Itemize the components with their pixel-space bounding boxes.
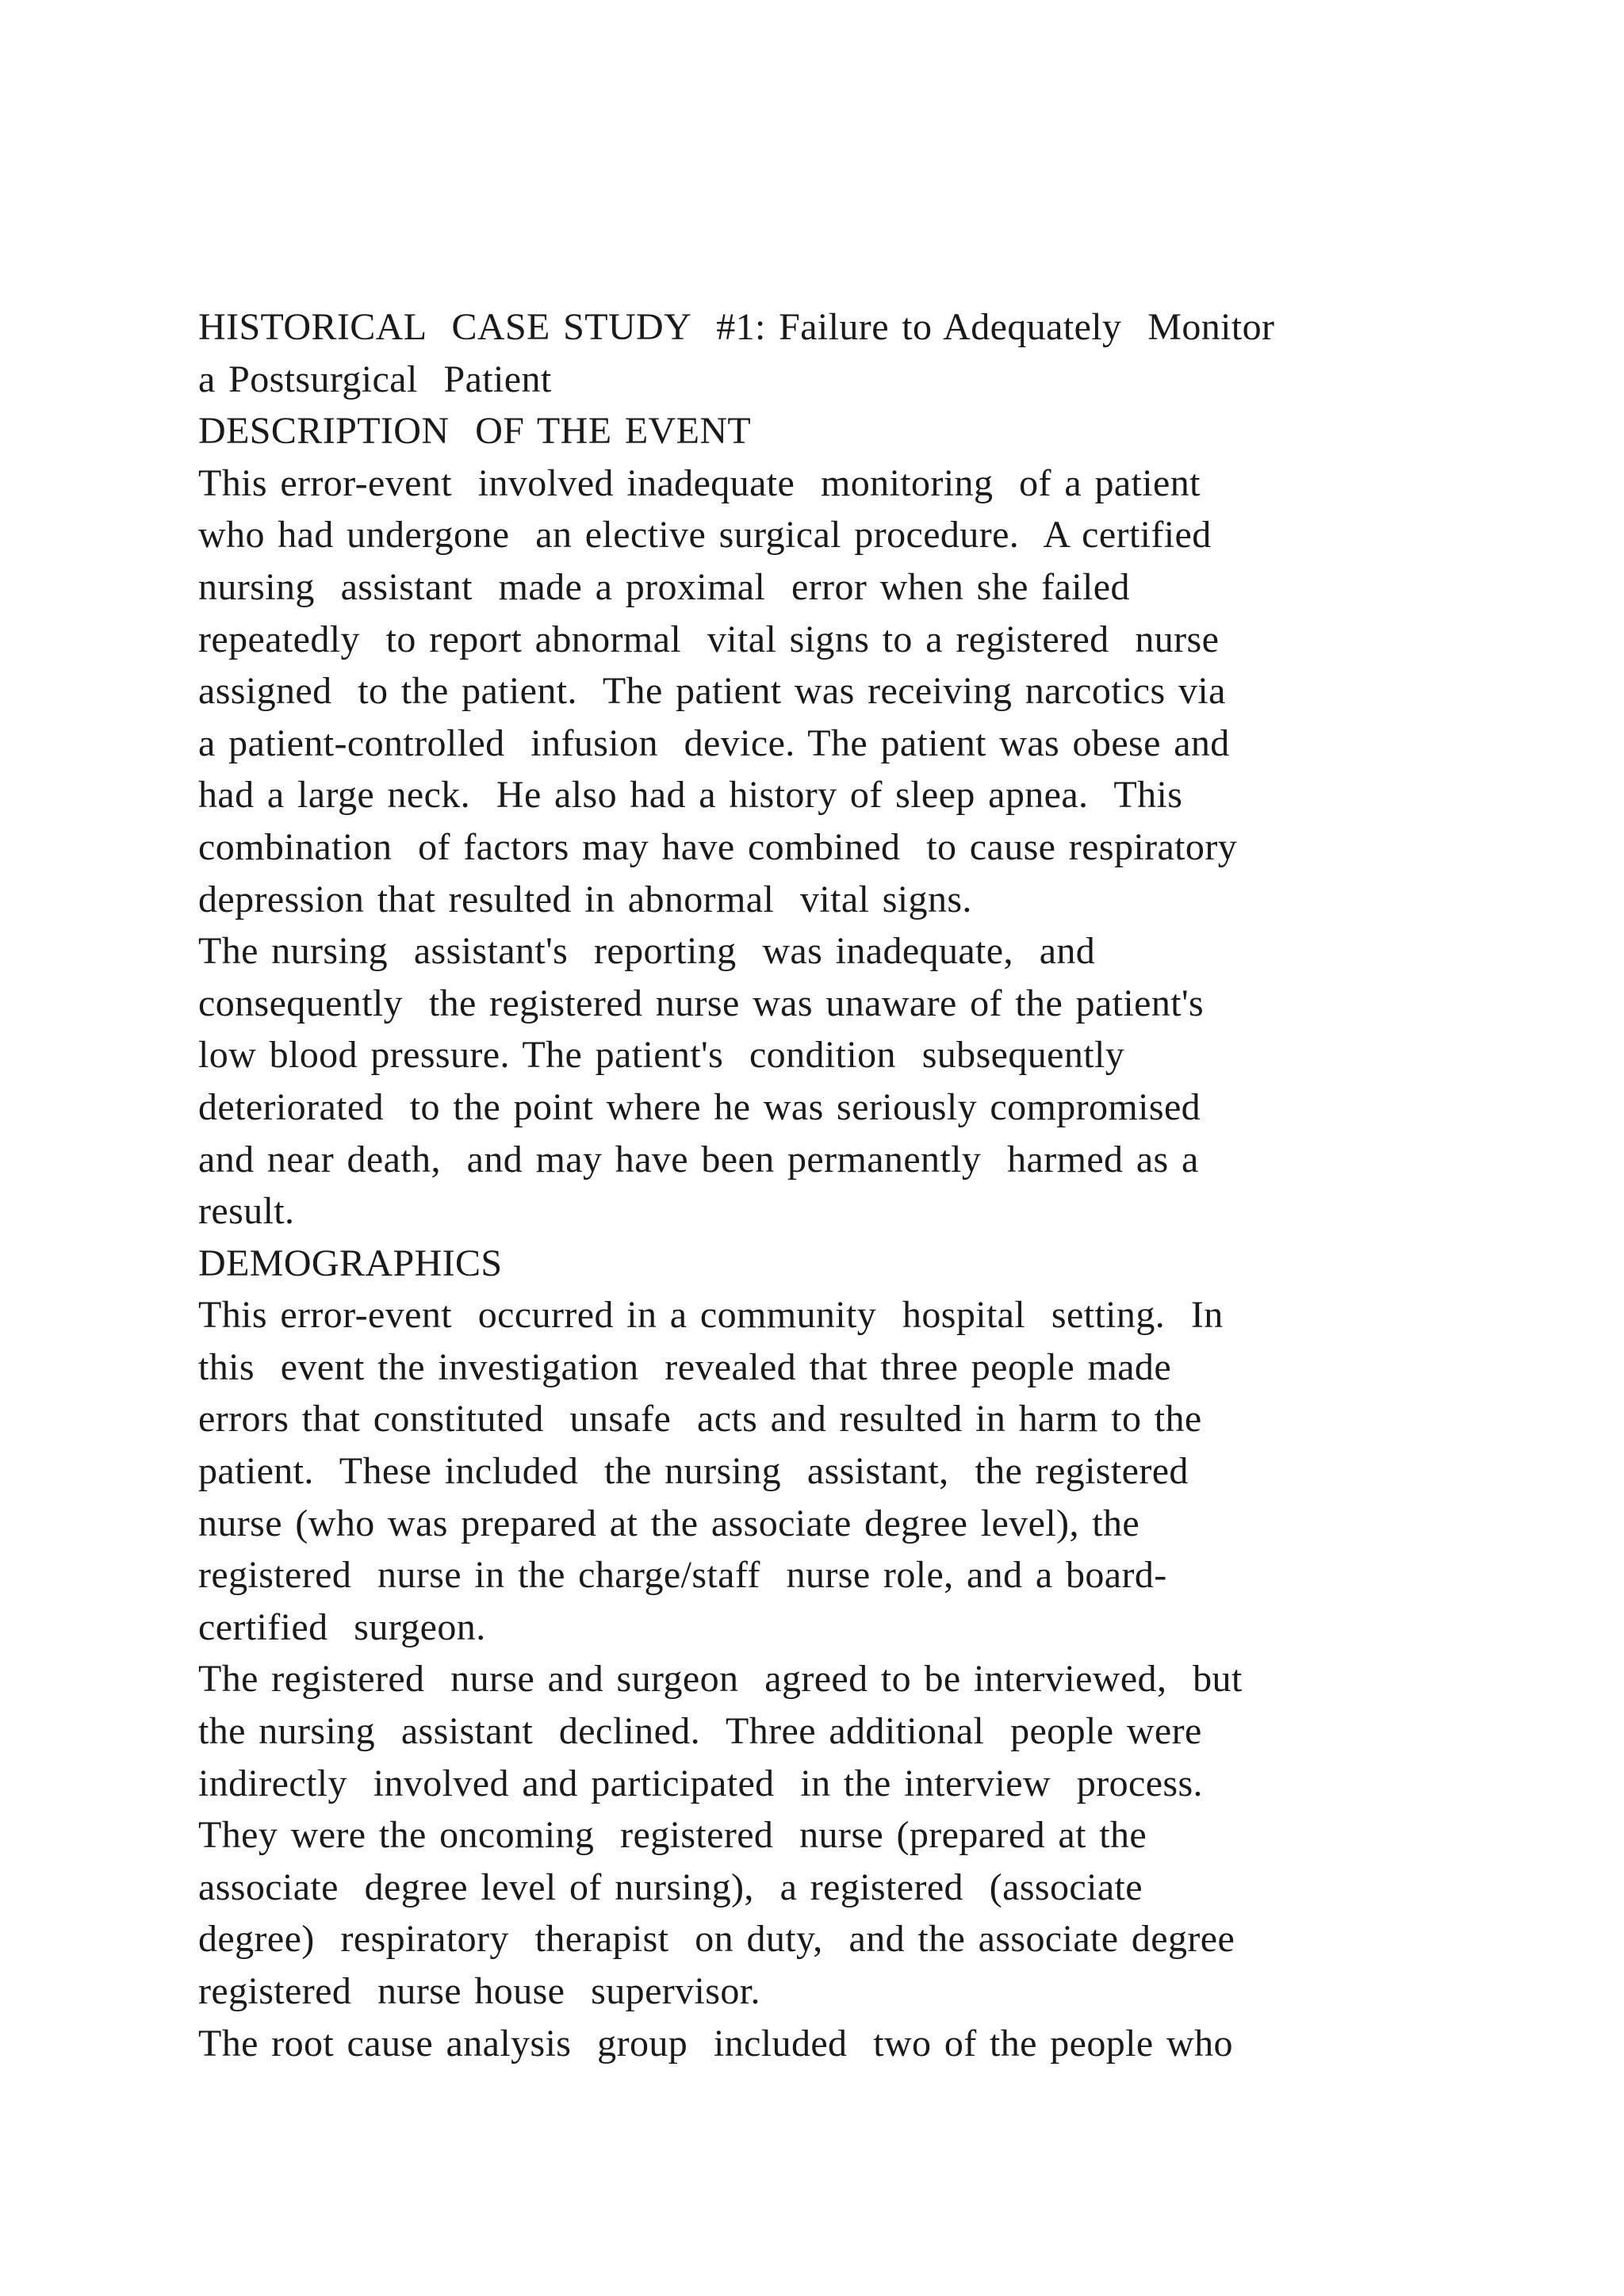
paragraph-line: degree) respiratory therapist on duty, and the associate degree <box>198 1918 1235 1961</box>
section-heading-description: DESCRIPTION OF THE EVENT <box>198 410 752 453</box>
paragraph-line: errors that constituted unsafe acts and resulted in harm to the <box>198 1398 1202 1441</box>
paragraph-line: repeatedly to report abnormal vital signs to a registered nurse <box>198 618 1220 660</box>
paragraph-line: This error-event involved inadequate monitoring of a patient <box>198 461 1201 504</box>
paragraph-line: registered nurse in the charge/staff nurse role, and a board- <box>198 1554 1167 1597</box>
case-study-title-line: HISTORICAL CASE STUDY #1: Failure to Adequately Monitor <box>198 306 1275 348</box>
section-heading-demographics: DEMOGRAPHICS <box>198 1242 503 1284</box>
paragraph-line: and near death, and may have been permanently harmed as a <box>198 1138 1199 1181</box>
paragraph-line: this event the investigation revealed that three people made <box>198 1345 1172 1388</box>
paragraph-line: a patient-controlled infusion device. The patient was obese and <box>198 721 1230 764</box>
paragraph-line: indirectly involved and participated in the interview process. <box>198 1762 1203 1804</box>
paragraph-line: The root cause analysis group included two of the people who <box>198 2022 1233 2064</box>
paragraph-line: nursing assistant made a proximal error when she failed <box>198 565 1130 608</box>
paragraph-line: low blood pressure. The patient's condition subsequently <box>198 1034 1125 1077</box>
paragraph-line: assigned to the patient. The patient was receiving narcotics via <box>198 670 1226 713</box>
paragraph-line: deteriorated to the point where he was seriously compromised <box>198 1085 1201 1128</box>
paragraph-line: result. <box>198 1190 295 1233</box>
paragraph-line: had a large neck. He also had a history of sleep apnea. This <box>198 774 1183 817</box>
paragraph-line: nurse (who was prepared at the associate degree level), the <box>198 1502 1140 1544</box>
paragraph-line: patient. These included the nursing assistant, the registered <box>198 1450 1189 1493</box>
case-study-title-line: a Postsurgical Patient <box>198 358 552 400</box>
paragraph-line: depression that resulted in abnormal vital signs. <box>198 878 972 920</box>
document-body <box>198 301 1546 2069</box>
paragraph-line: This error-event occurred in a community hospital setting. In <box>198 1294 1224 1337</box>
paragraph-line: They were the oncoming registered nurse (prepared at the <box>198 1814 1147 1857</box>
paragraph-line: associate degree level of nursing), a registered (associate <box>198 1866 1143 1908</box>
paragraph-line: who had undergone an elective surgical procedure. A certified <box>198 514 1212 557</box>
paragraph-line: The nursing assistant's reporting was inadequate, and <box>198 930 1096 973</box>
paragraph-line: the nursing assistant declined. Three additional people were <box>198 1710 1202 1753</box>
paragraph-line: combination of factors may have combined to cause respiratory <box>198 825 1238 868</box>
paragraph-line: certified surgeon. <box>198 1605 486 1648</box>
paragraph-line: registered nurse house supervisor. <box>198 1970 760 2012</box>
paragraph-line: The registered nurse and surgeon agreed to be interviewed, but <box>198 1658 1243 1701</box>
paragraph-line: consequently the registered nurse was unaware of the patient's <box>198 982 1205 1024</box>
